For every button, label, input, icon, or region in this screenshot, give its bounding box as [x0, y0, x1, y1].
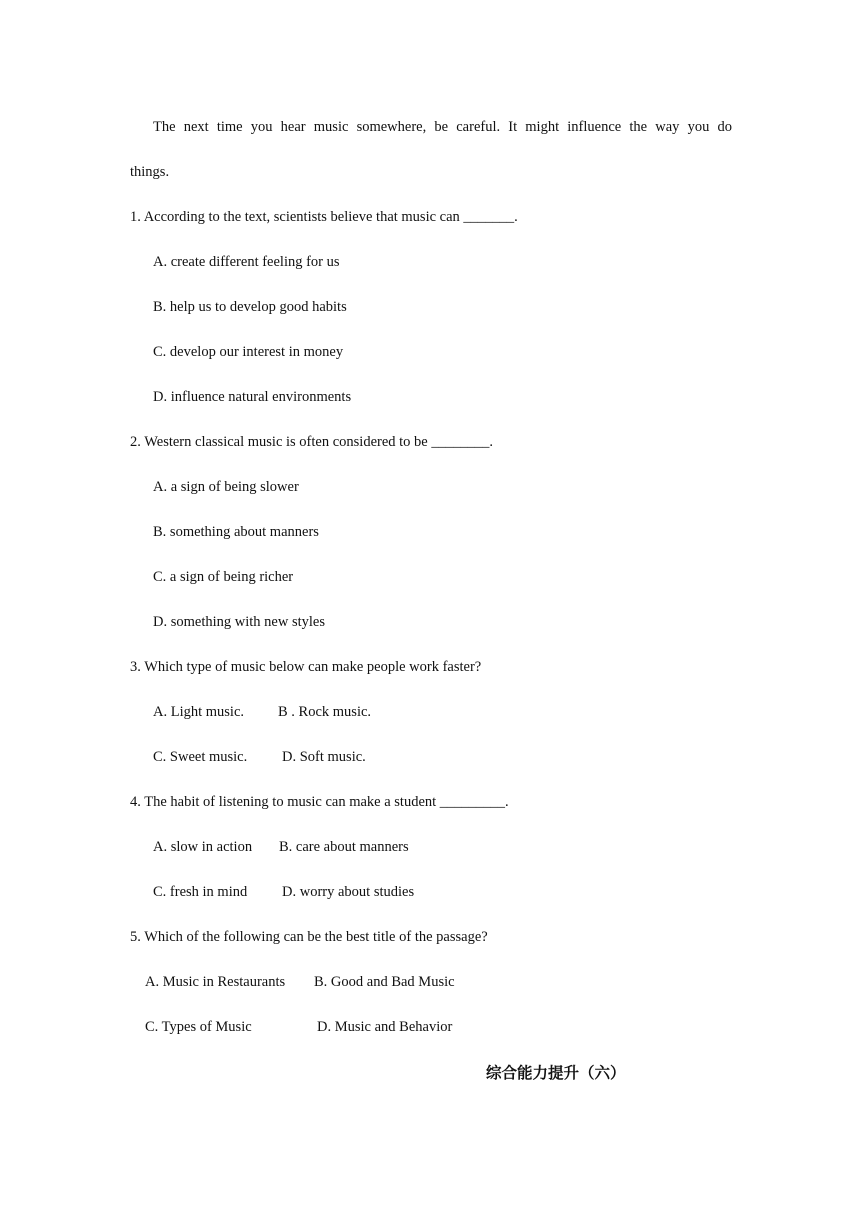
question-5-stem: 5. Which of the following can be the best title of the passage? [130, 929, 488, 945]
question-3-option-c: C. Sweet music. [153, 749, 248, 765]
question-5-option-a: A. Music in Restaurants [145, 974, 286, 990]
question-4-option-d: D. worry about studies [282, 884, 415, 900]
passage-line-1: The next time you hear music somewhere, be careful. It might influence the way you do [153, 119, 732, 135]
question-3-option-b: B . Rock music. [278, 704, 372, 720]
question-4-option-a: A. slow in action [153, 839, 253, 855]
question-1-option-c: C. develop our interest in money [153, 344, 344, 360]
question-1-option-a: A. create different feeling for us [153, 254, 340, 270]
question-3-option-a: A. Light music. [153, 704, 245, 720]
question-5-option-c: C. Types of Music [145, 1019, 252, 1035]
question-5-option-d: D. Music and Behavior [317, 1019, 453, 1035]
question-2-option-a: A. a sign of being slower [153, 479, 299, 495]
question-1-stem: 1. According to the text, scientists believe that music can _______. [130, 209, 518, 225]
question-4-stem: 4. The habit of listening to music can make a student _________. [130, 794, 509, 810]
question-3-stem: 3. Which type of music below can make people work faster? [130, 659, 482, 675]
question-1-option-d: D. influence natural environments [153, 389, 352, 405]
question-5-option-b: B. Good and Bad Music [314, 974, 455, 990]
question-3-option-d: D. Soft music. [282, 749, 366, 765]
question-4-option-c: C. fresh in mind [153, 884, 248, 900]
question-2-option-c: C. a sign of being richer [153, 569, 294, 585]
passage-line-2: things. [130, 164, 170, 180]
question-2-stem: 2. Western classical music is often considered to be ________. [130, 434, 493, 450]
section-heading: 综合能力提升（六） [486, 1064, 626, 1082]
question-2-option-b: B. something about manners [153, 524, 319, 540]
question-2-option-d: D. something with new styles [153, 614, 325, 630]
question-4-option-b: B. care about manners [279, 839, 409, 855]
question-1-option-b: B. help us to develop good habits [153, 299, 347, 315]
